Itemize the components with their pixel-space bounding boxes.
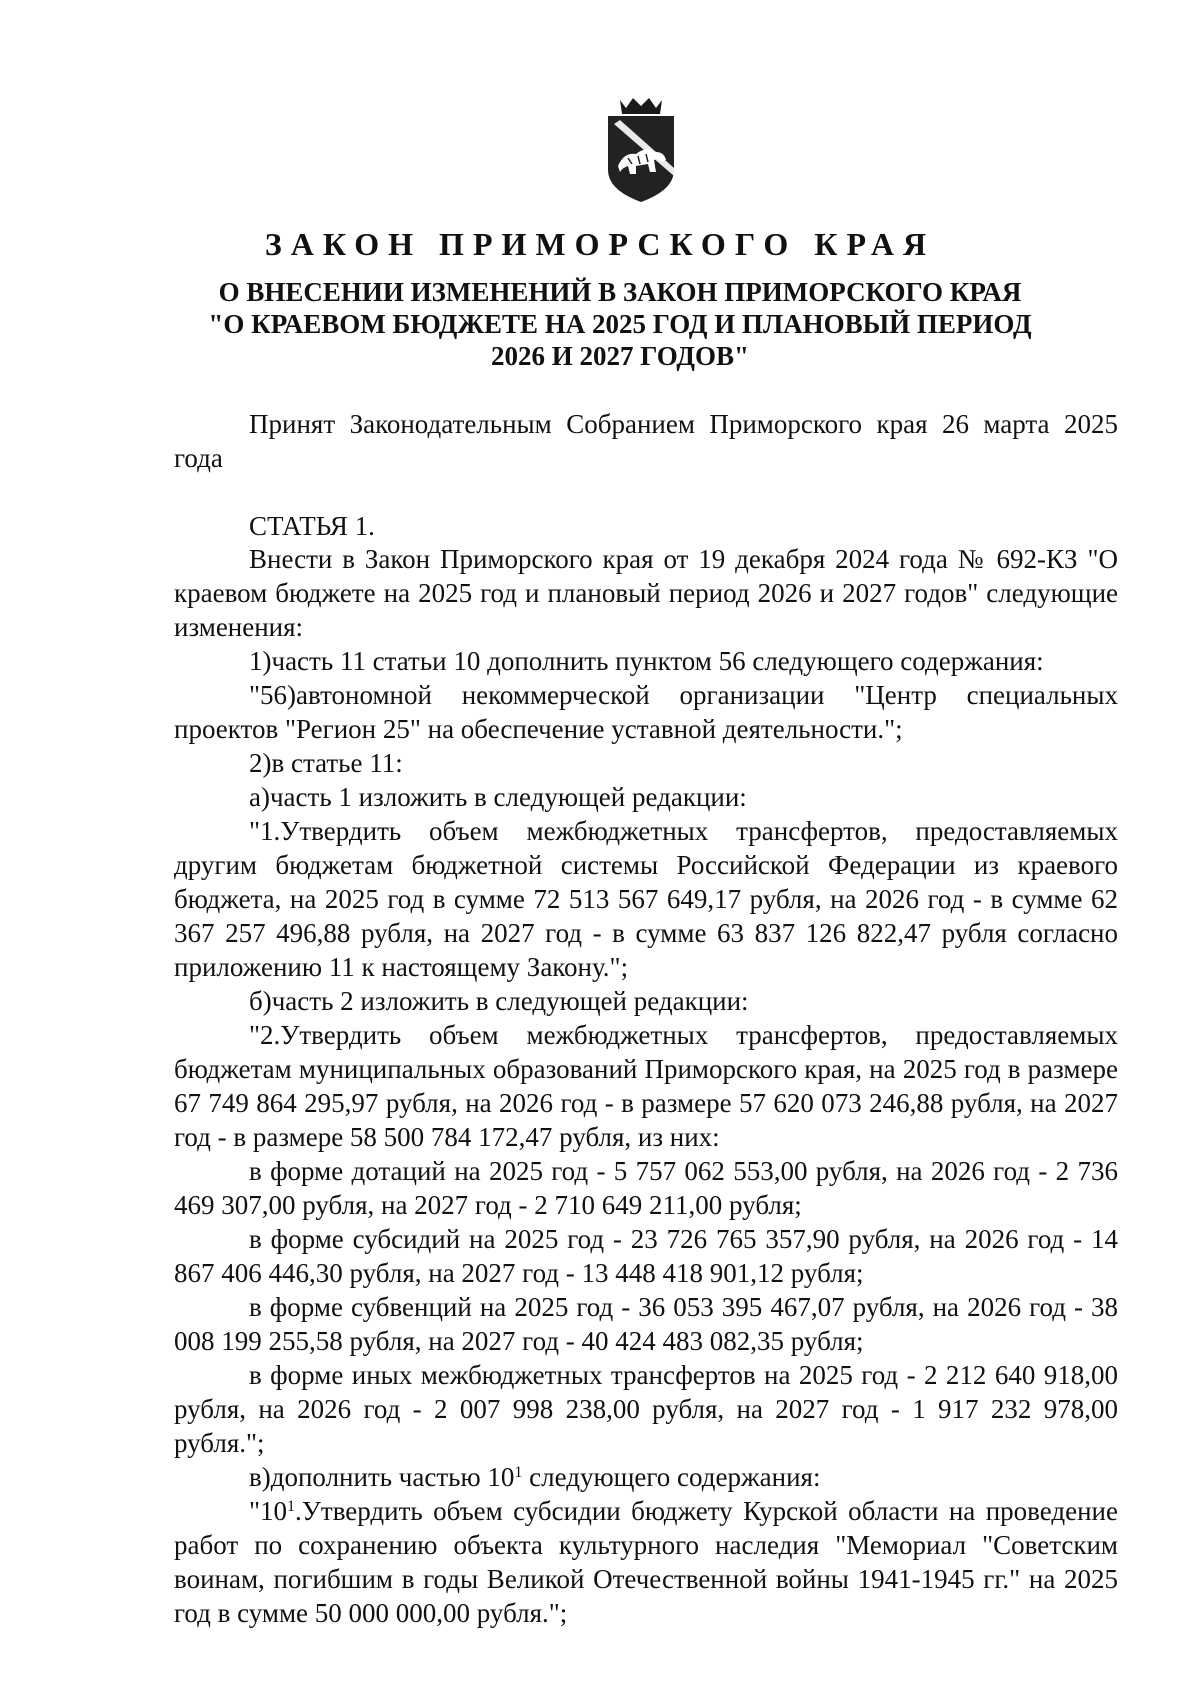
adoption-note: Принят Законодательным Собранием Приморского края 26 марта 2025 года <box>174 409 1118 473</box>
item-2v-text-sup: 1 <box>287 1498 296 1515</box>
subtitle-line: "О КРАЕВОМ БЮДЖЕТЕ НА 2025 ГОД И ПЛАНОВЫЙ ПЕРИОД <box>208 309 1032 339</box>
law-subtitle <box>160 276 1080 372</box>
other-transfers-paragraph: в форме иных межбюджетных трансфертов на 2025 год - 2 212 640 918,00 рубля, на 2026 год - 2 007 998 238,00 рубля, на 2027 год - 1 917 232 978,00 рубля."; <box>174 1360 1118 1458</box>
coat-of-arms-icon <box>602 96 680 204</box>
law-title: ЗАКОН ПРИМОРСКОГО КРАЯ <box>264 226 936 262</box>
subsidies-paragraph: в форме субсидий на 2025 год - 23 726 765 357,90 рубля, на 2026 год - 14 867 406 446,30 рубля, на 2027 год - 13 448 418 901,12 рубля; <box>174 1224 1118 1288</box>
amendment-item-1-text: "56)автономной некоммерческой организации "Центр специальных проектов "Регион 25" на обеспечение уставной деятельности."; <box>174 680 1118 744</box>
item-2v-pre: в)дополнить частью 10 <box>249 1462 515 1492</box>
item-2v-post: следующего содержания: <box>522 1462 821 1492</box>
subtitle-line: О ВНЕСЕНИИ ИЗМЕНЕНИЙ В ЗАКОН ПРИМОРСКОГО КРАЯ <box>218 277 1022 307</box>
amendment-item-1: 1)часть 11 статьи 10 дополнить пунктом 56 следующего содержания: <box>249 646 1044 676</box>
article-intro: Внести в Закон Приморского края от 19 декабря 2024 года № 692-КЗ "О краевом бюджете на 2025 год и плановый период 2026 и 2027 годов" следующие изменения: <box>174 544 1118 642</box>
item-2v-sup: 1 <box>514 1464 523 1481</box>
amendment-item-2: 2)в статье 11: <box>249 748 403 778</box>
amendment-item-2a: а)часть 1 изложить в следующей редакции: <box>249 782 747 812</box>
item-2v-text-post: .Утвердить объем субсидии бюджету Курской области на проведение работ по сохранению объекта культурного наследия "Мемориал "Советским воинам, погибшим в годы Великой Отечественной войны 1941-1945 гг." на 2025 год в сумме 50 000 000,00 рубля."; <box>174 1496 1118 1628</box>
amendment-item-2b-text: "2.Утвердить объем межбюджетных трансфертов, предоставляемых бюджетам муниципальных образований Приморского края, на 2025 год в размере 67 749 864 295,97 рубля, на 2026 год - в размере 57 620 073 246,88 рубля, на 2027 год - в размере 58 500 784 172,47 рубля, из них: <box>174 1020 1118 1152</box>
grants-paragraph: в форме дотаций на 2025 год - 5 757 062 553,00 рубля, на 2026 год - 2 736 469 307,00 рубля, на 2027 год - 2 710 649 211,00 рубля; <box>174 1156 1118 1220</box>
subventions-paragraph: в форме субвенций на 2025 год - 36 053 395 467,07 рубля, на 2026 год - 38 008 199 255,58 рубля, на 2027 год - 40 424 483 082,35 рубля; <box>174 1292 1118 1356</box>
amendment-item-2b: б)часть 2 изложить в следующей редакции: <box>249 986 749 1016</box>
law-body <box>174 407 1118 1630</box>
article-heading: СТАТЬЯ 1. <box>249 511 375 541</box>
subtitle-line: 2026 И 2027 ГОДОВ" <box>491 341 749 371</box>
amendment-item-2v-text <box>174 1494 1118 1630</box>
amendment-item-2v <box>174 1460 1118 1494</box>
amendment-item-2a-text: "1.Утвердить объем межбюджетных трансфертов, предоставляемых другим бюджетам бюджетной системы Российской Федерации из краевого бюджета, на 2025 год в сумме 72 513 567 649,17 рубля, на 2026 год - в сумме 62 367 257 496,88 рубля, на 2027 год - в сумме 63 837 126 822,47 рубля согласно приложению 11 к настоящему Закону."; <box>174 816 1118 982</box>
item-2v-text-pre: "10 <box>249 1496 288 1526</box>
